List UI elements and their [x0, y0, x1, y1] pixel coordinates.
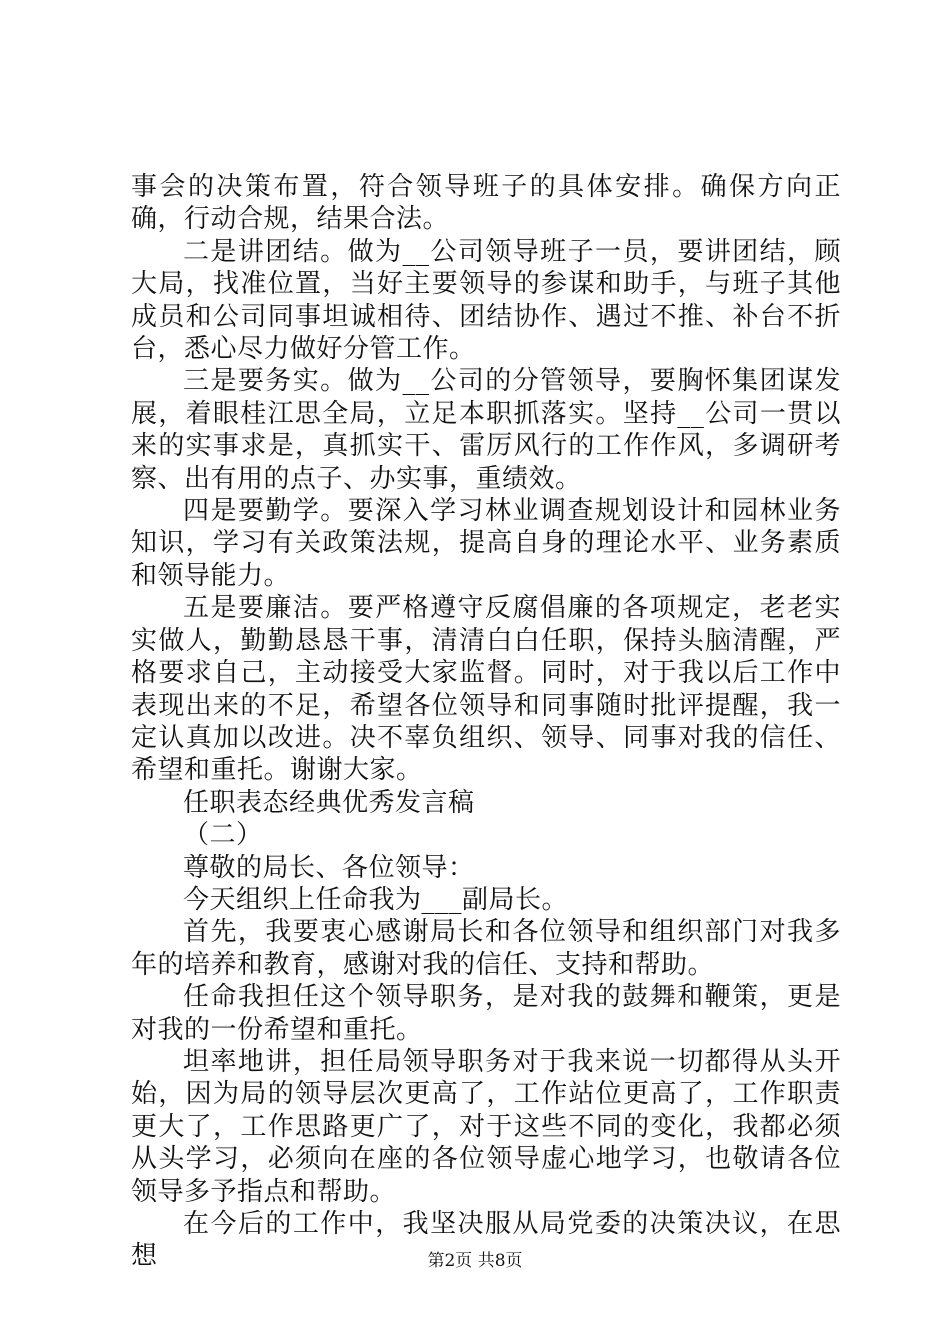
section-number: （二） [183, 820, 263, 851]
paragraph-2: 二是讲团结。做为__公司领导班子一员，要讲团结，顾大局，找准位置，当好主要领导的参谋和助手，与班子其他成员和公司同事坦诚相待、团结协作、遇过不推、补台不折台，悉心尽力做好分管工作。 [131, 236, 841, 365]
section-title: 任职表态经典优秀发言稿 [183, 787, 475, 818]
paragraph-9: 今天组织上任命我为___副局长。 [183, 884, 569, 915]
paragraph-13: 在今后的工作中，我坚决服从局党委的决策决议，在思想 [131, 1209, 841, 1272]
paragraph-3: 三是要务实。做为__公司的分管领导，要胸怀集团谋发展，着眼桂江思全局，立足本职抓落实。坚持__公司一贯以来的实事求是，真抓实干、雷厉风行的工作作风，多调研考察、出有用的点子、办实事，重绩效。 [131, 366, 841, 494]
paragraph-11: 任命我担任这个领导职务，是对我的鼓舞和鞭策，更是对我的一份希望和重托。 [131, 982, 841, 1045]
salutation: 尊敬的局长、各位领导： [183, 852, 475, 883]
paragraph-10: 首先，我要衷心感谢局长和各位领导和组织部门对我多年的培养和教育，感谢对我的信任、支持和帮助。 [131, 917, 841, 980]
paragraph-1: 事会的决策布置，符合领导班子的具体安排。确保方向正确，行动合规，结果合法。 [131, 172, 841, 235]
page-footer: 第2页 共8页 [427, 1251, 523, 1271]
paragraph-4: 四是要勤学。要深入学习林业调查规划设计和园林业务知识，学习有关政策法规，提高自身的理论水平、业务素质和领导能力。 [131, 496, 841, 591]
paragraph-5: 五是要廉洁。要严格遵守反腐倡廉的各项规定，老老实实做人，勤勤恳恳干事，清清白白任职，保持头脑清醒，严格要求自己，主动接受大家监督。同时，对于我以后工作中表现出来的不足，希望各位领导和同事随时批评提醒，我一定认真加以改进。决不辜负组织、领导、同事对我的信任、希望和重托。谢谢大家。 [131, 593, 841, 786]
document-body [131, 171, 841, 1273]
paragraph-12: 坦率地讲，担任局领导职务对于我来说一切都得从头开始，因为局的领导层次更高了，工作站位更高了，工作职责更大了，工作思路更广了，对于这些不同的变化，我都必须从头学习，必须向在座的各位领导虚心地学习，也敬请各位领导多予指点和帮助。 [131, 1046, 841, 1207]
